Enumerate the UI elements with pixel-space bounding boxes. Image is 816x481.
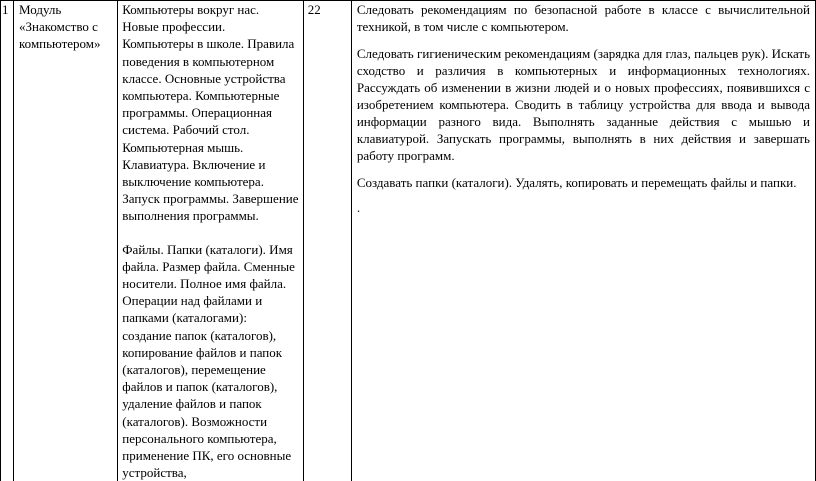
activities-cell [351, 1, 815, 481]
hours-value: 22 [308, 2, 321, 17]
activity-paragraph: . [357, 199, 810, 216]
row-number-cell [1, 1, 14, 481]
content-paragraph: Компьютеры вокруг нас. Новые профессии. Компьютеры в школе. Правила поведения в компьютерном классе. Основные устройства компьютера. Компьютерные программы. Операционная система. Рабочий стол. Компьютерная мышь. Клавиатура. Включение и выключение компьютера. Запуск программы. Завершение выполнения программы. [122, 1, 298, 225]
activity-paragraph: Следовать рекомендациям по безопасной работе в классе с вычислительной техникой, в том числе с компьютером. [357, 1, 810, 35]
row-number: 1 [2, 2, 9, 17]
module-title: Модуль «Знакомство с компьютером» [19, 1, 113, 52]
activity-paragraph: Следовать гигиеническим рекомендациям (зарядка для глаз, пальцев рук). Искать сходство и различия в компьютерных и информационных технологиях. Рассуждать об изменении в жизни людей и о новых профессиях, появившихся с изобретением компьютера. Сводить в таблицу устройства для ввода и вывода информации разного вида. Выполнять заданные действия с мышью и клавиатурой. Запускать программы, выполнять в них действия и завершать работу программ. [357, 45, 810, 164]
module-cell [14, 1, 118, 481]
activity-paragraph: Создавать папки (каталоги). Удалять, копировать и перемещать файлы и папки. [357, 174, 810, 191]
hours-cell [303, 1, 351, 481]
content-cell [118, 1, 303, 481]
content-paragraph: Файлы. Папки (каталоги). Имя файла. Размер файла. Сменные носители. Полное имя файла. Операции над файлами и папками (каталогами): создание папок (каталогов), копирование файлов и папок (каталогов), перемещение файлов и папок (каталогов), удаление файлов и папок (каталогов). Возможности персонального компьютера, применение ПК, его основные устройства, [122, 241, 298, 481]
table-row [1, 1, 816, 481]
